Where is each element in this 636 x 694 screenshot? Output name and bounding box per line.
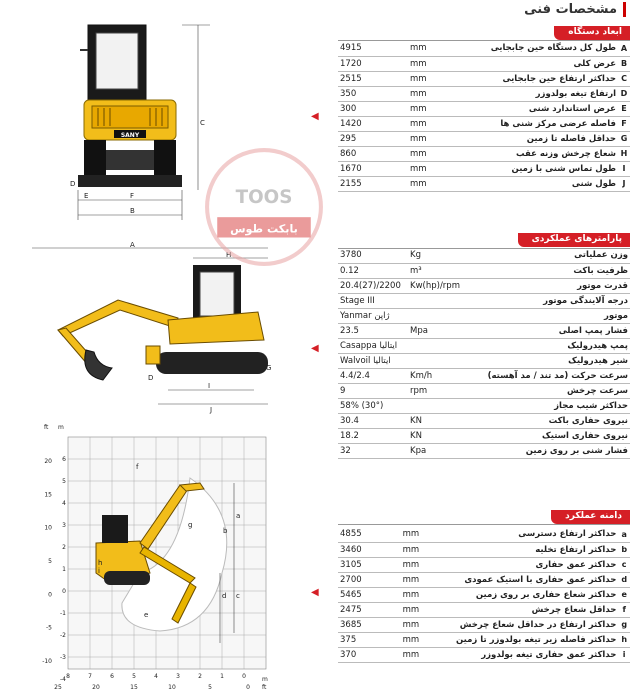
spec-value: 860: [338, 146, 408, 161]
axis-tick-label: 1: [220, 673, 224, 680]
spec-value: 3105: [338, 557, 401, 572]
spec-code: f: [618, 602, 630, 617]
spec-label: حداکثر فاصله زیر تیغه بولدوزر تا زمین: [454, 632, 618, 647]
spec-unit: KN: [408, 413, 468, 428]
spec-code: C: [618, 71, 630, 86]
spec-value: 370: [338, 647, 401, 662]
spec-label: عرض استاندارد شنی: [468, 101, 618, 116]
spec-label: سرعت چرخش: [468, 383, 630, 398]
axis-tick-label: 0: [246, 684, 250, 691]
spec-row: [338, 368, 630, 383]
spec-row: [338, 428, 630, 443]
spec-unit: [408, 308, 468, 323]
spec-label: پمپ هیدرولیک: [468, 338, 630, 353]
spec-row: [338, 263, 630, 278]
spec-row: [338, 557, 630, 572]
spec-unit: mm: [408, 176, 468, 191]
spec-label: حداکثر عمق حفاری: [454, 557, 618, 572]
spec-label: حداکثر عمق حفاری با استیک عمودی: [454, 572, 618, 587]
spec-code: J: [618, 176, 630, 191]
spec-value: 4915: [338, 41, 408, 56]
spec-row: [338, 617, 630, 632]
range-table: [338, 527, 630, 663]
spec-label: حداکثر ارتفاع تخلیه: [454, 542, 618, 557]
spec-code: a: [618, 527, 630, 542]
range-letter-a: a: [236, 512, 241, 520]
axis-tick-label: 0: [48, 591, 52, 599]
spec-label: عرض کلی: [468, 56, 618, 71]
pointer-arrow-icon: ◀: [311, 343, 319, 354]
spec-label: حداکثر شیب مجاز: [468, 398, 630, 413]
spec-unit: mm: [408, 116, 468, 131]
spec-row: [338, 308, 630, 323]
spec-value: 3460: [338, 542, 401, 557]
spec-label: طول شنی: [468, 176, 618, 191]
axis-tick-label: 4: [62, 500, 66, 507]
spec-label: حداکثر ارتفاع حین جابجایی: [468, 71, 618, 86]
spec-value: 350: [338, 86, 408, 101]
spec-value: 2155: [338, 176, 408, 191]
spec-label: طول کل دستگاه حین جابجایی: [468, 41, 618, 56]
spec-value: 9: [338, 383, 408, 398]
spec-value: Yanmar ژاپن: [338, 308, 408, 323]
dim-C: C: [200, 119, 205, 127]
spec-unit: [408, 338, 468, 353]
axis-tick-label: 3: [176, 673, 180, 680]
axis-tick-label: 0: [62, 588, 66, 595]
spec-unit: mm: [401, 572, 454, 587]
dim-E: E: [84, 192, 89, 200]
spec-code: G: [618, 131, 630, 146]
section-operating-heading: پارامترهای عملکردی: [518, 233, 630, 247]
dim-I: I: [208, 382, 211, 390]
spec-label: طول تماس شنی با زمین: [468, 161, 618, 176]
spec-label: ارتفاع تیغه بولدوزر: [468, 86, 618, 101]
spec-unit: mm: [408, 56, 468, 71]
spec-unit: mm: [401, 647, 454, 662]
axis-tick-label: 1: [62, 566, 66, 573]
spec-label: ظرفیت باکت: [468, 263, 630, 278]
range-letter-g: g: [188, 521, 193, 529]
spec-label: حداکثر عمق حفاری تیغه بولدوزر: [454, 647, 618, 662]
axis-tick-label: 20: [44, 458, 52, 465]
spec-code: D: [618, 86, 630, 101]
axis-tick-label: -10: [42, 658, 52, 665]
spec-unit: mm: [408, 71, 468, 86]
spec-value: 3780: [338, 248, 408, 263]
spec-code: g: [618, 617, 630, 632]
spec-unit: Kpa: [408, 443, 468, 458]
dim-A: A: [130, 241, 135, 249]
spec-unit: [408, 293, 468, 308]
spec-label: درجه آلایندگی موتور: [468, 293, 630, 308]
spec-label: نیروی حفاری استیک: [468, 428, 630, 443]
spec-row: [338, 71, 630, 86]
axis-tick-label: 10: [168, 684, 176, 691]
range-letter-e: e: [144, 611, 149, 619]
axis-tick-label: 5: [62, 478, 66, 485]
axis-tick-label: 5: [48, 558, 52, 565]
spec-unit: Kw(hp)/rpm: [408, 278, 468, 293]
spec-row: [338, 353, 630, 368]
axis-tick-label: -4: [60, 676, 66, 683]
axis-tick-label: -3: [60, 654, 66, 661]
spec-unit: mm: [408, 146, 468, 161]
dim-D-side: D: [148, 374, 154, 382]
spec-label: فاصله عرضی مرکز شنی ها: [468, 116, 618, 131]
spec-code: e: [618, 587, 630, 602]
pointer-arrow-icon: ◀: [311, 111, 319, 122]
spec-row: [338, 146, 630, 161]
spec-code: c: [618, 557, 630, 572]
spec-row: [338, 398, 630, 413]
spec-value: 1420: [338, 116, 408, 131]
spec-unit: Mpa: [408, 323, 468, 338]
dim-J: J: [210, 406, 213, 414]
axis-tick-label: 5: [132, 673, 136, 680]
spec-unit: mm: [408, 41, 468, 56]
spec-label: حداقل شعاع چرخش: [454, 602, 618, 617]
axis-unit-m-bottom: m: [262, 676, 268, 683]
range-letter-f: f: [136, 463, 139, 471]
axis-tick-label: -1: [60, 610, 66, 617]
axis-tick-label: -5: [46, 624, 52, 632]
spec-label: شعاع چرخش وزنه عقب: [468, 146, 618, 161]
spec-unit: mm: [408, 101, 468, 116]
spec-row: [338, 527, 630, 542]
spec-value: 20.4(27)/2200: [338, 278, 408, 293]
spec-code: B: [618, 56, 630, 71]
spec-row: [338, 101, 630, 116]
range-letter-i: i: [98, 567, 100, 575]
spec-value: 5465: [338, 587, 401, 602]
spec-unit: [408, 353, 468, 368]
spec-row: [338, 632, 630, 647]
watermark-subtitle: بابکت طوس: [230, 222, 298, 236]
axis-tick-label: 0: [242, 673, 246, 680]
spec-row: [338, 131, 630, 146]
spec-label: فشار پمپ اصلی: [468, 323, 630, 338]
spec-unit: mm: [401, 617, 454, 632]
spec-label: سرعت حرکت (مد تند / مد آهسته): [468, 368, 630, 383]
axis-tick-label: 8: [66, 673, 70, 680]
spec-value: 1670: [338, 161, 408, 176]
spec-value: 300: [338, 101, 408, 116]
spec-label: قدرت موتور: [468, 278, 630, 293]
spec-unit: mm: [401, 587, 454, 602]
axis-tick-label: 15: [130, 684, 138, 691]
spec-row: [338, 443, 630, 458]
pointer-arrow-icon: ◀: [311, 587, 319, 598]
spec-code: A: [618, 41, 630, 56]
spec-value: 2515: [338, 71, 408, 86]
spec-row: [338, 293, 630, 308]
spec-code: d: [618, 572, 630, 587]
spec-unit: mm: [408, 161, 468, 176]
spec-unit: rpm: [408, 383, 468, 398]
spec-label: نیروی حفاری باکت: [468, 413, 630, 428]
spec-row: [338, 338, 630, 353]
spec-row: [338, 176, 630, 191]
spec-code: i: [618, 647, 630, 662]
spec-row: [338, 383, 630, 398]
spec-unit: [408, 398, 468, 413]
spec-value: 2475: [338, 602, 401, 617]
spec-unit: mm: [401, 557, 454, 572]
spec-code: h: [618, 632, 630, 647]
axis-unit-m: m: [58, 424, 64, 431]
spec-row: [338, 602, 630, 617]
spec-row: [338, 86, 630, 101]
spec-value: 4.4/2.4: [338, 368, 408, 383]
spec-row: [338, 56, 630, 71]
watermark-brand: TOOS: [235, 186, 293, 208]
spec-value: 58% (30°): [338, 398, 408, 413]
range-letter-c: c: [236, 592, 240, 600]
spec-unit: m³: [408, 263, 468, 278]
spec-label: فشار شنی بر روی زمین: [468, 443, 630, 458]
spec-value: 30.4: [338, 413, 408, 428]
spec-unit: mm: [401, 527, 454, 542]
spec-row: [338, 542, 630, 557]
dim-B: B: [130, 207, 135, 215]
spec-code: H: [618, 146, 630, 161]
spec-unit: Km/h: [408, 368, 468, 383]
axis-unit-ft: ft: [44, 424, 49, 431]
spec-row: [338, 41, 630, 56]
spec-row: [338, 572, 630, 587]
brand-plate: SANY: [120, 132, 140, 139]
spec-unit: mm: [408, 131, 468, 146]
spec-label: شیر هیدرولیک: [468, 353, 630, 368]
spec-label: حداکثر ارتفاع در حداقل شعاع چرخش: [454, 617, 618, 632]
spec-value: 3685: [338, 617, 401, 632]
axis-tick-label: 15: [44, 491, 52, 499]
spec-value: 295: [338, 131, 408, 146]
spec-value: 375: [338, 632, 401, 647]
axis-tick-label: 7: [88, 673, 92, 680]
spec-row: [338, 323, 630, 338]
spec-row: [338, 587, 630, 602]
spec-value: Walvoil ایتالیا: [338, 353, 408, 368]
working-range-chart: [40, 423, 272, 691]
axis-unit-ft-bottom: ft: [262, 684, 267, 691]
spec-value: 23.5: [338, 323, 408, 338]
axis-tick-label: 2: [62, 544, 66, 551]
spec-unit: KN: [408, 428, 468, 443]
spec-unit: Kg: [408, 248, 468, 263]
spec-label: وزن عملیاتی: [468, 248, 630, 263]
axis-tick-label: 6: [110, 673, 114, 680]
spec-label: حداکثر ارتفاع دسترسی: [454, 527, 618, 542]
spec-row: [338, 278, 630, 293]
spec-row: [338, 647, 630, 662]
spec-code: b: [618, 542, 630, 557]
spec-unit: mm: [401, 542, 454, 557]
spec-value: 1720: [338, 56, 408, 71]
front-view-drawing: [70, 20, 220, 220]
range-letter-h: h: [98, 559, 103, 567]
spec-code: E: [618, 101, 630, 116]
axis-tick-label: 20: [92, 684, 100, 691]
spec-value: 2700: [338, 572, 401, 587]
spec-row: [338, 248, 630, 263]
dim-H: H: [226, 251, 232, 259]
toos-watermark-logo: [203, 146, 325, 268]
spec-label: موتور: [468, 308, 630, 323]
spec-unit: mm: [408, 86, 468, 101]
spec-value: 0.12: [338, 263, 408, 278]
dim-F: F: [130, 192, 135, 200]
spec-row: [338, 161, 630, 176]
axis-tick-label: -2: [60, 632, 66, 639]
axis-tick-label: 25: [54, 684, 62, 691]
axis-tick-label: 5: [208, 684, 212, 691]
range-letter-b: b: [223, 527, 228, 535]
section-range-heading: دامنه عملکرد: [551, 510, 630, 524]
axis-tick-label: 2: [198, 673, 202, 680]
axis-tick-label: 3: [62, 522, 66, 529]
spec-unit: mm: [401, 632, 454, 647]
axis-tick-label: 6: [62, 456, 66, 463]
operating-table: [338, 248, 630, 459]
spec-row: [338, 116, 630, 131]
spec-label: حداکثر شعاع حفاری بر روی زمین: [454, 587, 618, 602]
section-divider: [338, 524, 630, 525]
spec-unit: mm: [401, 602, 454, 617]
spec-label: حداقل فاصله تا زمین: [468, 131, 618, 146]
axis-tick-label: 4: [154, 673, 158, 680]
spec-value: 4855: [338, 527, 401, 542]
spec-value: 18.2: [338, 428, 408, 443]
spec-row: [338, 413, 630, 428]
dim-G: G: [266, 364, 272, 372]
axis-tick-label: 10: [44, 524, 52, 532]
dim-D: D: [70, 180, 76, 188]
spec-value: 32: [338, 443, 408, 458]
page-title: مشخصات فنی: [524, 2, 626, 17]
section-dimensions-heading: ابعاد دستگاه: [554, 26, 630, 40]
spec-code: F: [618, 116, 630, 131]
spec-code: I: [618, 161, 630, 176]
spec-value: Casappa ایتالیا: [338, 338, 408, 353]
dimensions-table: [338, 41, 630, 192]
spec-value: Stage III: [338, 293, 408, 308]
range-letter-d: d: [222, 592, 227, 600]
